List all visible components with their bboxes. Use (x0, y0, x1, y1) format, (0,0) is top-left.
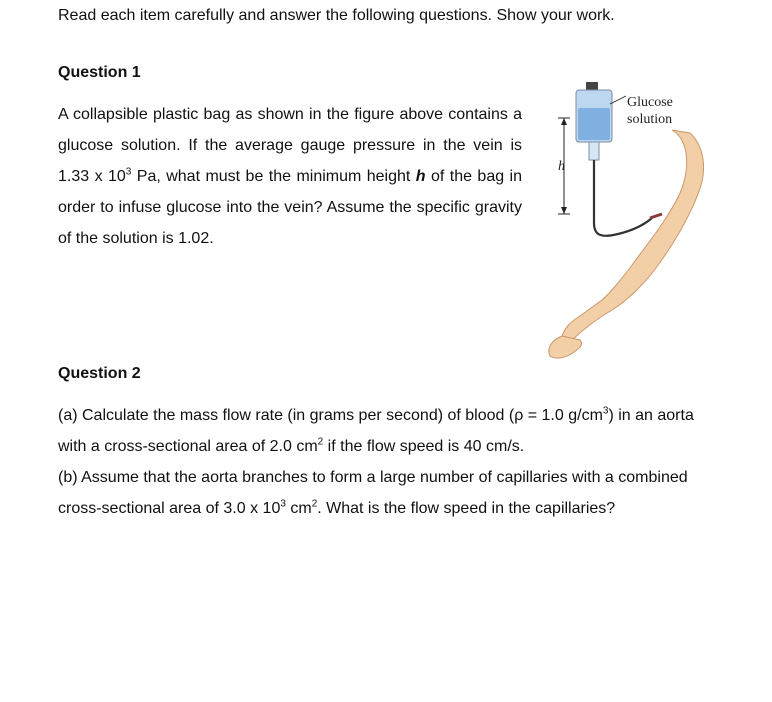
q1-text-part1: A collapsible plastic bag as shown in the figure above contains a glucose solution. If the average gauge pressure in the vein is 1.33 x 10 (58, 106, 522, 185)
bag-hook (586, 82, 598, 90)
q1-text-part2: Pa, what must be the minimum height (131, 168, 416, 185)
glucose-label: Glucose (627, 95, 673, 110)
q2a-text-2: ) in an aorta with a cross-sectional area of 2.0 cm (58, 407, 694, 455)
drip-chamber (589, 142, 599, 160)
glucose-solution (578, 108, 610, 140)
iv-bag-figure (540, 78, 730, 363)
height-arrow-top (561, 118, 567, 125)
needle-connector (650, 214, 662, 218)
q2a-exp-1: 3 (602, 405, 609, 417)
q2b-exp-1: 3 (280, 498, 286, 510)
q2a-text-1: (a) Calculate the mass flow rate (in grams per second) of blood (ρ = 1.0 g/cm (58, 407, 603, 424)
question-2-text (58, 400, 698, 524)
q2a-exp-2: 2 (317, 436, 324, 448)
q2b-text-2: cm (285, 500, 312, 517)
arm-illustration (562, 130, 704, 340)
iv-tube (594, 160, 652, 236)
q1-text-part3: of the bag in order to infuse glucose into the vein? Assume the specific gravity of the solution is 1.02. (58, 168, 523, 247)
q2b-text-3: . What is the flow speed in the capillaries? (317, 500, 616, 517)
h-label: h (558, 159, 565, 174)
question-1-text (58, 99, 522, 254)
q2a-text-3: if the flow speed is 40 cm/s. (323, 438, 525, 455)
q2b-exp-2: 2 (311, 498, 318, 510)
question-2-part-a (58, 400, 698, 462)
question-2-heading: Question 2 (58, 365, 141, 382)
question-1-heading: Question 1 (58, 64, 141, 81)
question-2-part-b (58, 462, 698, 524)
q1-exponent: 3 (125, 166, 132, 178)
solution-label: solution (627, 112, 673, 127)
q1-h-symbol: h (415, 168, 426, 185)
height-arrow-bottom (561, 207, 567, 214)
q2b-text-1: (b) Assume that the aorta branches to form a large number of capillaries with a combined cross-sectional area of 3.0 x 10 (58, 469, 688, 517)
instructions: Read each item carefully and answer the following questions. Show your work. (58, 7, 615, 24)
hand-illustration (549, 336, 582, 358)
